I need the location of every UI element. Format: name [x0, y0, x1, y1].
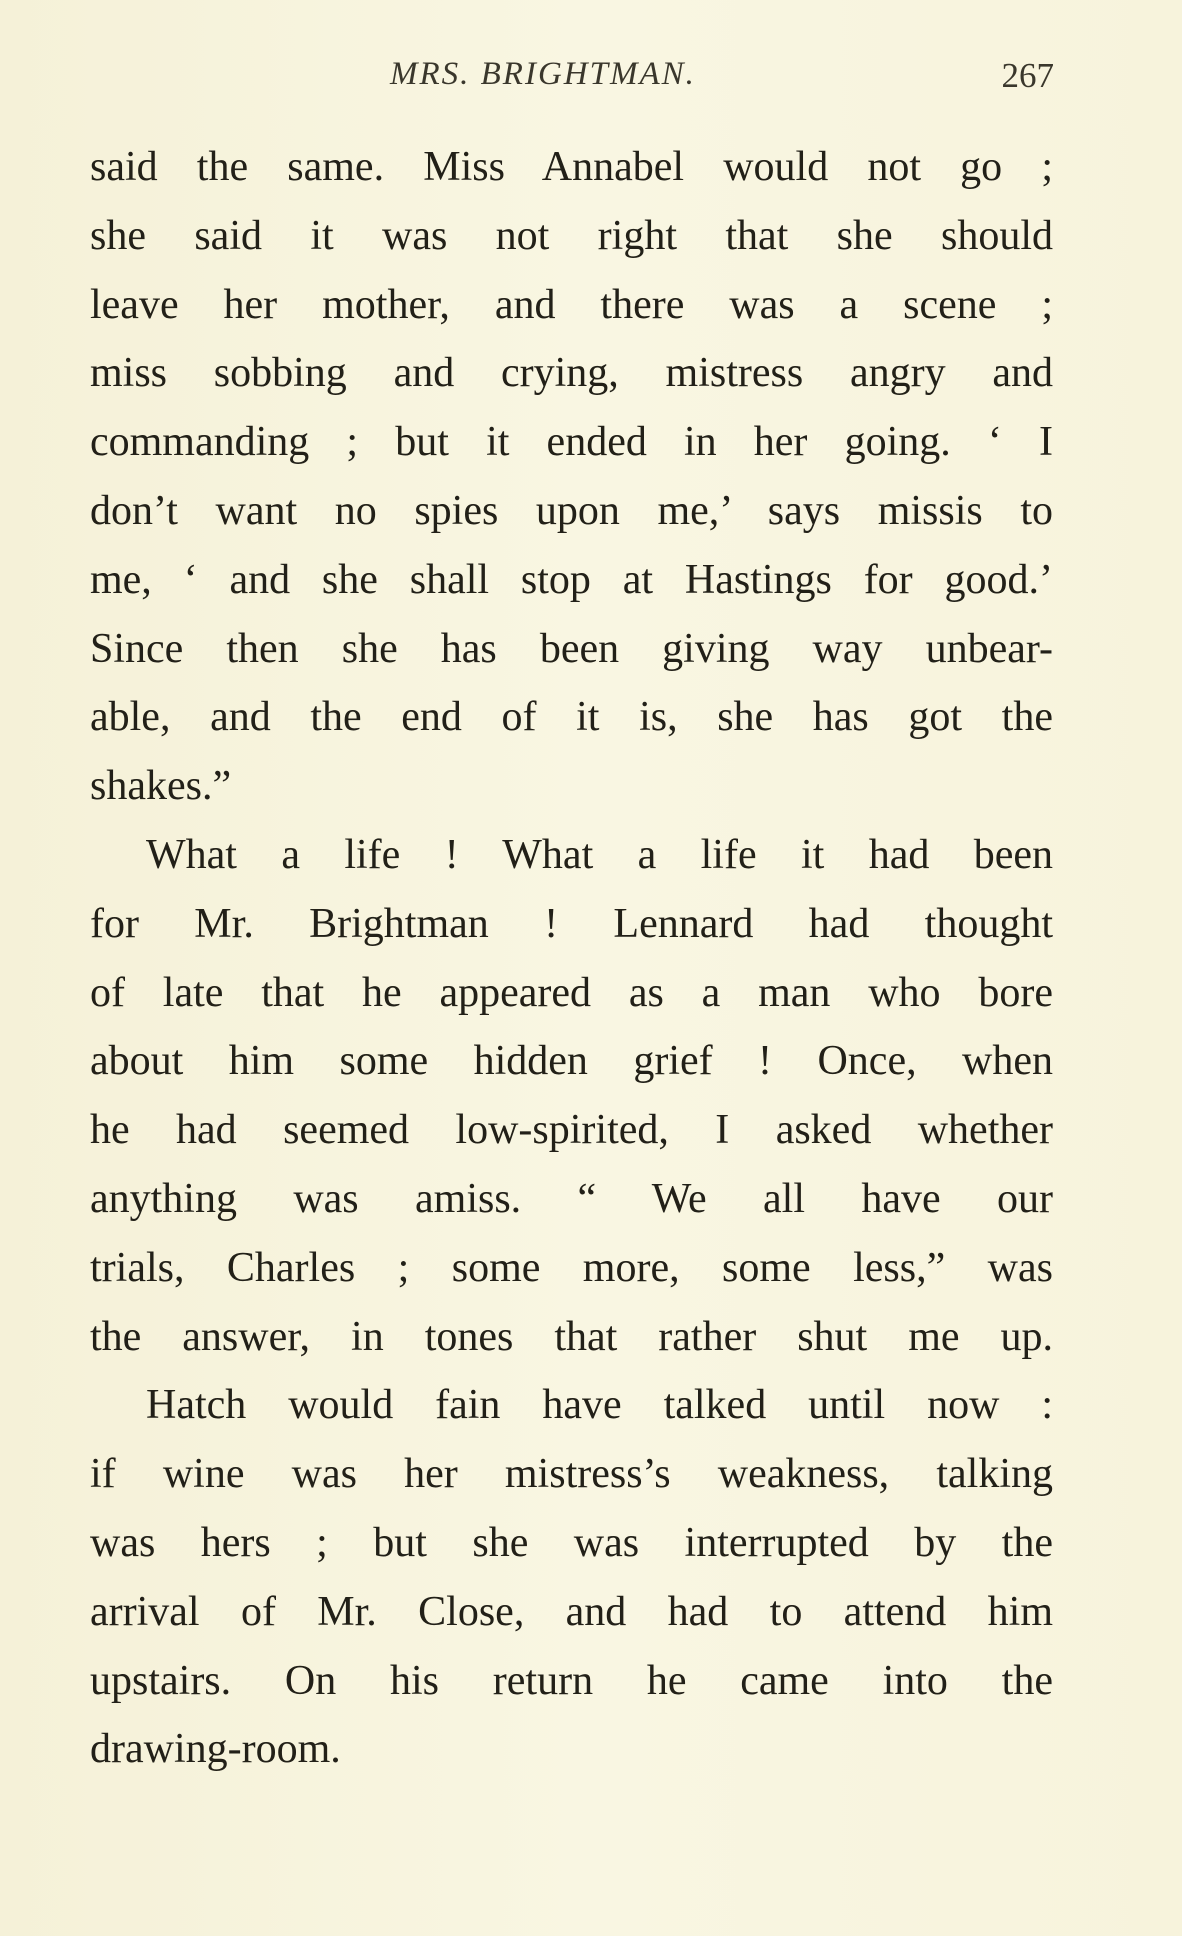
text-line: able, and the end of it is, she has got the [90, 694, 1053, 741]
text-line: shakes.” [90, 763, 232, 810]
text-line: for Mr. Brightman ! Lennard had thought [90, 900, 1053, 947]
paragraph-start-line: What a life ! What a life it had been [146, 831, 1053, 878]
page-number: 267 [1001, 56, 1054, 95]
text-line: leave her mother, and there was a scene ; [90, 281, 1053, 328]
paragraph-start-line: Hatch would fain have talked until now : [146, 1382, 1053, 1429]
text-line: drawing-room. [90, 1726, 341, 1773]
text-line: me, ‘ and she shall stop at Hastings for good.’ [90, 556, 1053, 603]
text-line: miss sobbing and crying, mistress angry and [90, 350, 1053, 397]
body-text [90, 133, 1053, 1784]
text-line: arrival of Mr. Close, and had to attend him [90, 1588, 1053, 1635]
text-line: commanding ; but it ended in her going. ‘ I [90, 419, 1053, 466]
running-head [0, 56, 1182, 106]
text-line: the answer, in tones that rather shut me up. [90, 1313, 1053, 1360]
text-line: she said it was not right that she should [90, 212, 1053, 259]
text-line: was hers ; but she was interrupted by the [90, 1519, 1053, 1566]
text-line: anything was amiss. “ We all have our [90, 1175, 1053, 1222]
text-line: upstairs. On his return he came into the [90, 1657, 1053, 1704]
text-line: if wine was her mistress’s weakness, talking [90, 1451, 1053, 1498]
running-title: MRS. BRIGHTMAN. [390, 56, 696, 92]
text-line: said the same. Miss Annabel would not go ; [90, 144, 1053, 190]
text-line: of late that he appeared as a man who bore [90, 969, 1053, 1016]
text-line: trials, Charles ; some more, some less,” was [90, 1244, 1053, 1291]
text-line: he had seemed low-spirited, I asked whether [90, 1107, 1053, 1154]
text-line: Since then she has been giving way unbear- [90, 625, 1053, 672]
text-line: don’t want no spies upon me,’ says missis to [90, 487, 1053, 534]
text-line: about him some hidden grief ! Once, when [90, 1038, 1053, 1085]
